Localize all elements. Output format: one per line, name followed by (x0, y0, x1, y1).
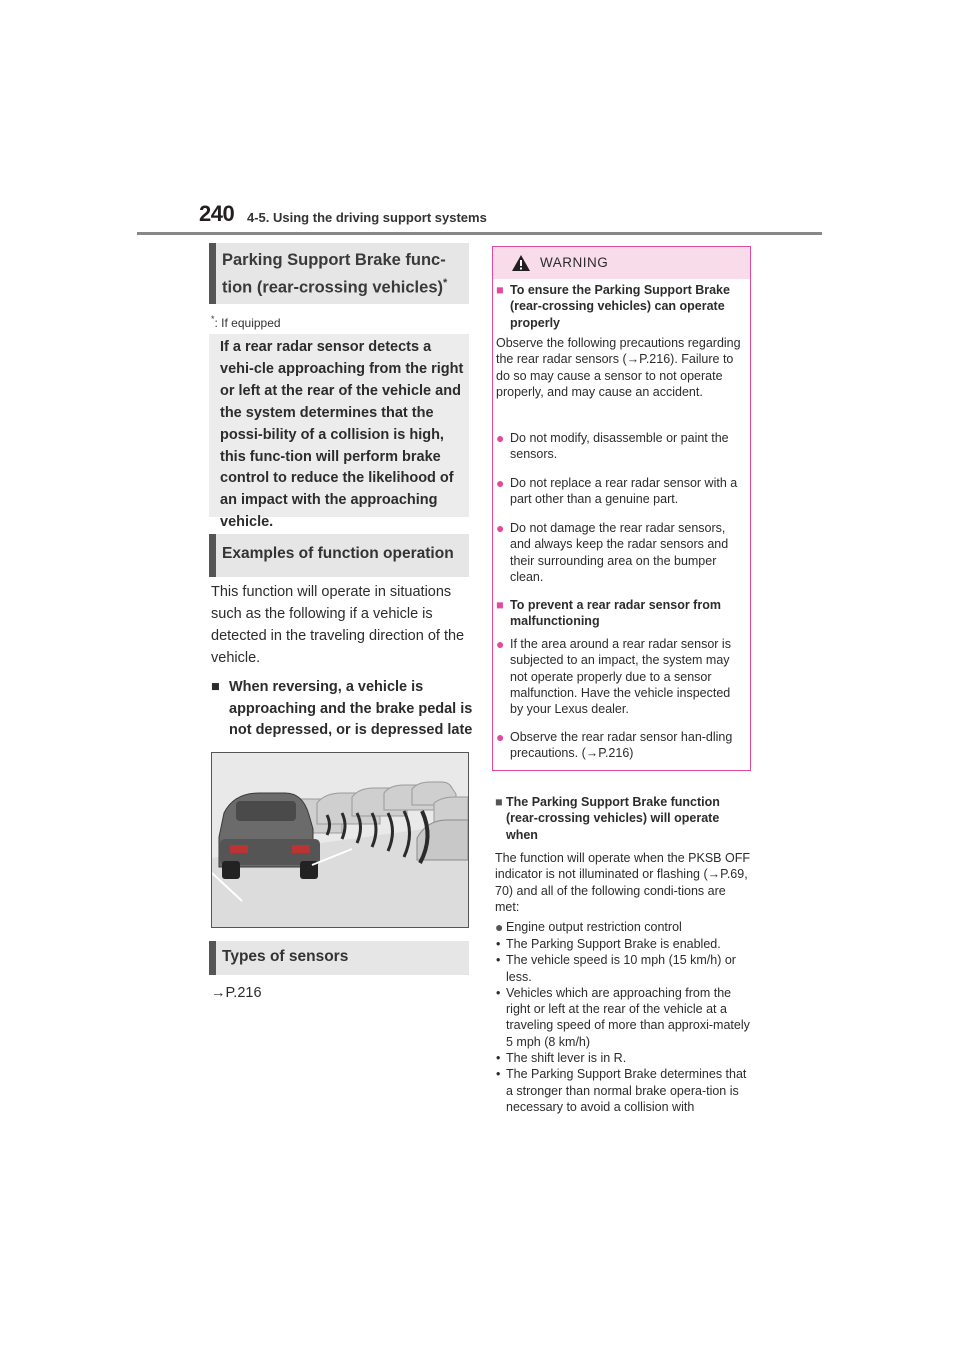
square-marker: ■ (495, 795, 503, 809)
warning-box (492, 246, 751, 771)
warning-item1-body: Observe the following precautions regarding the rear radar sensors (→P.216). Failure to do so may cause a sensor to not operate properly, and may cause an accident. (496, 336, 741, 399)
page-number: 240 (199, 201, 235, 226)
main-heading (222, 249, 447, 300)
condition-item: • Vehicles which are approaching from the right or left at the rear of the vehicle at a traveling speed of more than approxi-mately 5 mph (8 km/h) (495, 985, 755, 1050)
main-heading-line2: tion (rear-crossing vehicles) (222, 278, 443, 297)
square-marker: ■ (496, 598, 504, 612)
warning-item1-heading-text: To ensure the Parking Support Brake (rear-crossing vehicles) can operate properly (510, 283, 730, 330)
warning-bullet-3-text: Do not damage the rear radar sensors, and always keep the radar sensors and their surrounding area on the bumper clean. (510, 521, 729, 584)
condition-item: • The Parking Support Brake is enabled. (495, 936, 755, 952)
sensors-heading: Types of sensors (222, 948, 349, 965)
heading-bar (209, 941, 216, 975)
header-rule (137, 232, 822, 235)
rear-crossing-illustration (211, 752, 469, 928)
section-title: 4-5. Using the driving support systems (247, 210, 487, 225)
square-marker: ■ (211, 679, 220, 695)
dot-marker: ● (496, 520, 505, 536)
intro-text: If a rear radar sensor detects a vehi-cle approaching from the right or left at the rear of the vehicle and the system determines that the possi-bility of a collision is high, this func-tion will perform brake control to reduce the likelihood of an impact with the approaching vehicle. (220, 339, 464, 531)
equipped-asterisk: * (211, 314, 215, 324)
sensors-heading-box (209, 941, 469, 975)
warning-title: WARNING (540, 255, 609, 270)
sensors-page-reference[interactable]: →P.216 (211, 985, 262, 1001)
warning-title-bar (493, 247, 750, 279)
warning-bullet-5-text: Observe the rear radar sensor han-dling precautions. (→P.216) (510, 730, 733, 761)
condition-item: • The Parking Support Brake determines that a stronger than normal brake opera-tion is necessary to avoid a collision with (495, 1066, 755, 1115)
reversing-heading-text: When reversing, a vehicle is approaching and the brake pedal is not depressed, or is depressed late (229, 679, 473, 738)
warning-bullet-4-text: If the area around a rear radar sensor is subjected to an impact, the system may not operate properly due to a sensor malfunction. Have the vehicle inspected by your Lexus dealer. (510, 637, 731, 717)
examples-body: This function will operate in situations such as the following if a vehicle is detected in the traveling direction of the vehicle. (211, 584, 465, 666)
warning-item2-heading-text: To prevent a rear radar sensor from malfunctioning (510, 598, 721, 629)
condition-item: • The shift lever is in R. (495, 1050, 755, 1066)
illustration-svg (212, 753, 468, 927)
dot-marker: ● (495, 919, 504, 935)
dot-marker: ● (496, 430, 505, 446)
heading-bar (209, 243, 216, 304)
warning-triangle-icon (511, 254, 531, 272)
square-marker: ■ (496, 283, 504, 297)
warning-item1-heading (496, 282, 742, 332)
warning-bullet-1-text: Do not modify, disassemble or paint the sensors. (510, 431, 729, 462)
operate-heading-text: The Parking Support Brake function (rear-crossing vehicles) will operate when (506, 795, 720, 842)
dot-marker: ● (496, 636, 505, 652)
main-heading-box (209, 243, 469, 304)
examples-heading: Examples of function operation (222, 545, 454, 562)
equipped-note (211, 314, 281, 330)
dot-marker: ● (496, 729, 505, 745)
dot-marker: ● (496, 475, 505, 491)
examples-heading-box (209, 534, 469, 577)
asterisk: * (443, 277, 448, 289)
conditions-list (495, 936, 755, 1115)
intro-box (209, 334, 469, 531)
warning-bullet-2-text: Do not replace a rear radar sensor with a part other than a genuine part. (510, 476, 738, 507)
operate-body: The function will operate when the PKSB OFF indicator is not illuminated or flashing (→P.69, 70) and all of the following condi-tions are met: (495, 851, 750, 914)
main-heading-line1: Parking Support Brake func- (222, 251, 446, 269)
condition-item: • The vehicle speed is 10 mph (15 km/h) or less. (495, 952, 755, 985)
heading-bar (209, 534, 216, 577)
equipped-text: : If equipped (214, 316, 281, 330)
engine-control-text: Engine output restriction control (506, 920, 682, 934)
